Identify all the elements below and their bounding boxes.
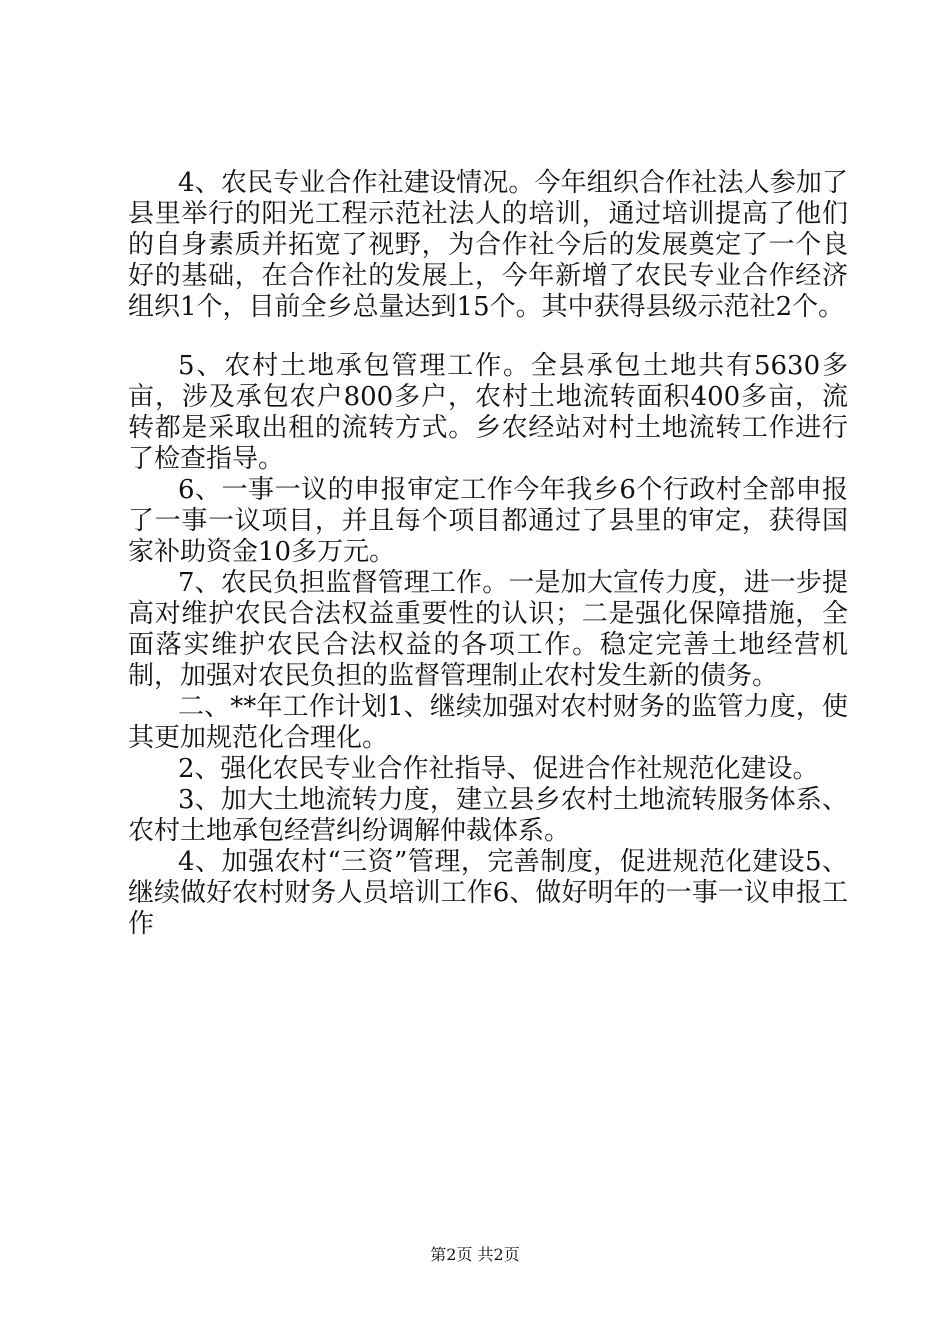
paragraph-coop-construction: 4、农民专业合作社建设情况。今年组织合作社法人参加了县里举行的阳光工程示范社法人的培训，通过培训提高了他们的自身素质并拓宽了视野，为合作社今后的发展奠定了一个良好的基础，在合作社的发展上，今年新增了农民专业合作经济组织1个，目前全乡总量达到15个。其中获得县级示范社2个。: [128, 168, 848, 322]
paragraph-work-plan: 二、**年工作计划1、继续加强对农村财务的监管力度，使其更加规范化合理化。: [128, 692, 848, 753]
paragraph-plan-item-4-6: 4、加强农村“三资”管理，完善制度，促进规范化建设5、继续做好农村财务人员培训工作6、做好明年的一事一议申报工作: [128, 847, 848, 939]
document-body: [128, 168, 848, 940]
paragraph-land-contract: 5、农村土地承包管理工作。全县承包土地共有5630多亩，涉及承包农户800多户，农村土地流转面积400多亩，流转都是采取出租的流转方式。乡农经站对村土地流转工作进行了检查指导。: [128, 351, 848, 474]
paragraph-plan-item-3: 3、加大土地流转力度，建立县乡农村土地流转服务体系、农村土地承包经营纠纷调解仲裁体系。: [128, 785, 848, 846]
page-number-footer: 第2页 共2页: [430, 1245, 520, 1264]
paragraph-farmer-burden: 7、农民负担监督管理工作。一是加大宣传力度，进一步提高对维护农民合法权益重要性的认识；二是强化保障措施，全面落实维护农民合法权益的各项工作。稳定完善土地经营机制，加强对农民负担的监督管理制止农村发生新的债务。: [128, 568, 848, 691]
paragraph-plan-item-2: 2、强化农民专业合作社指导、促进合作社规范化建设。: [178, 754, 819, 784]
paragraph-one-matter-one-discussion: 6、一事一议的申报审定工作今年我乡6个行政村全部申报了一事一议项目，并且每个项目都通过了县里的审定，获得国家补助资金10多万元。: [128, 475, 848, 567]
